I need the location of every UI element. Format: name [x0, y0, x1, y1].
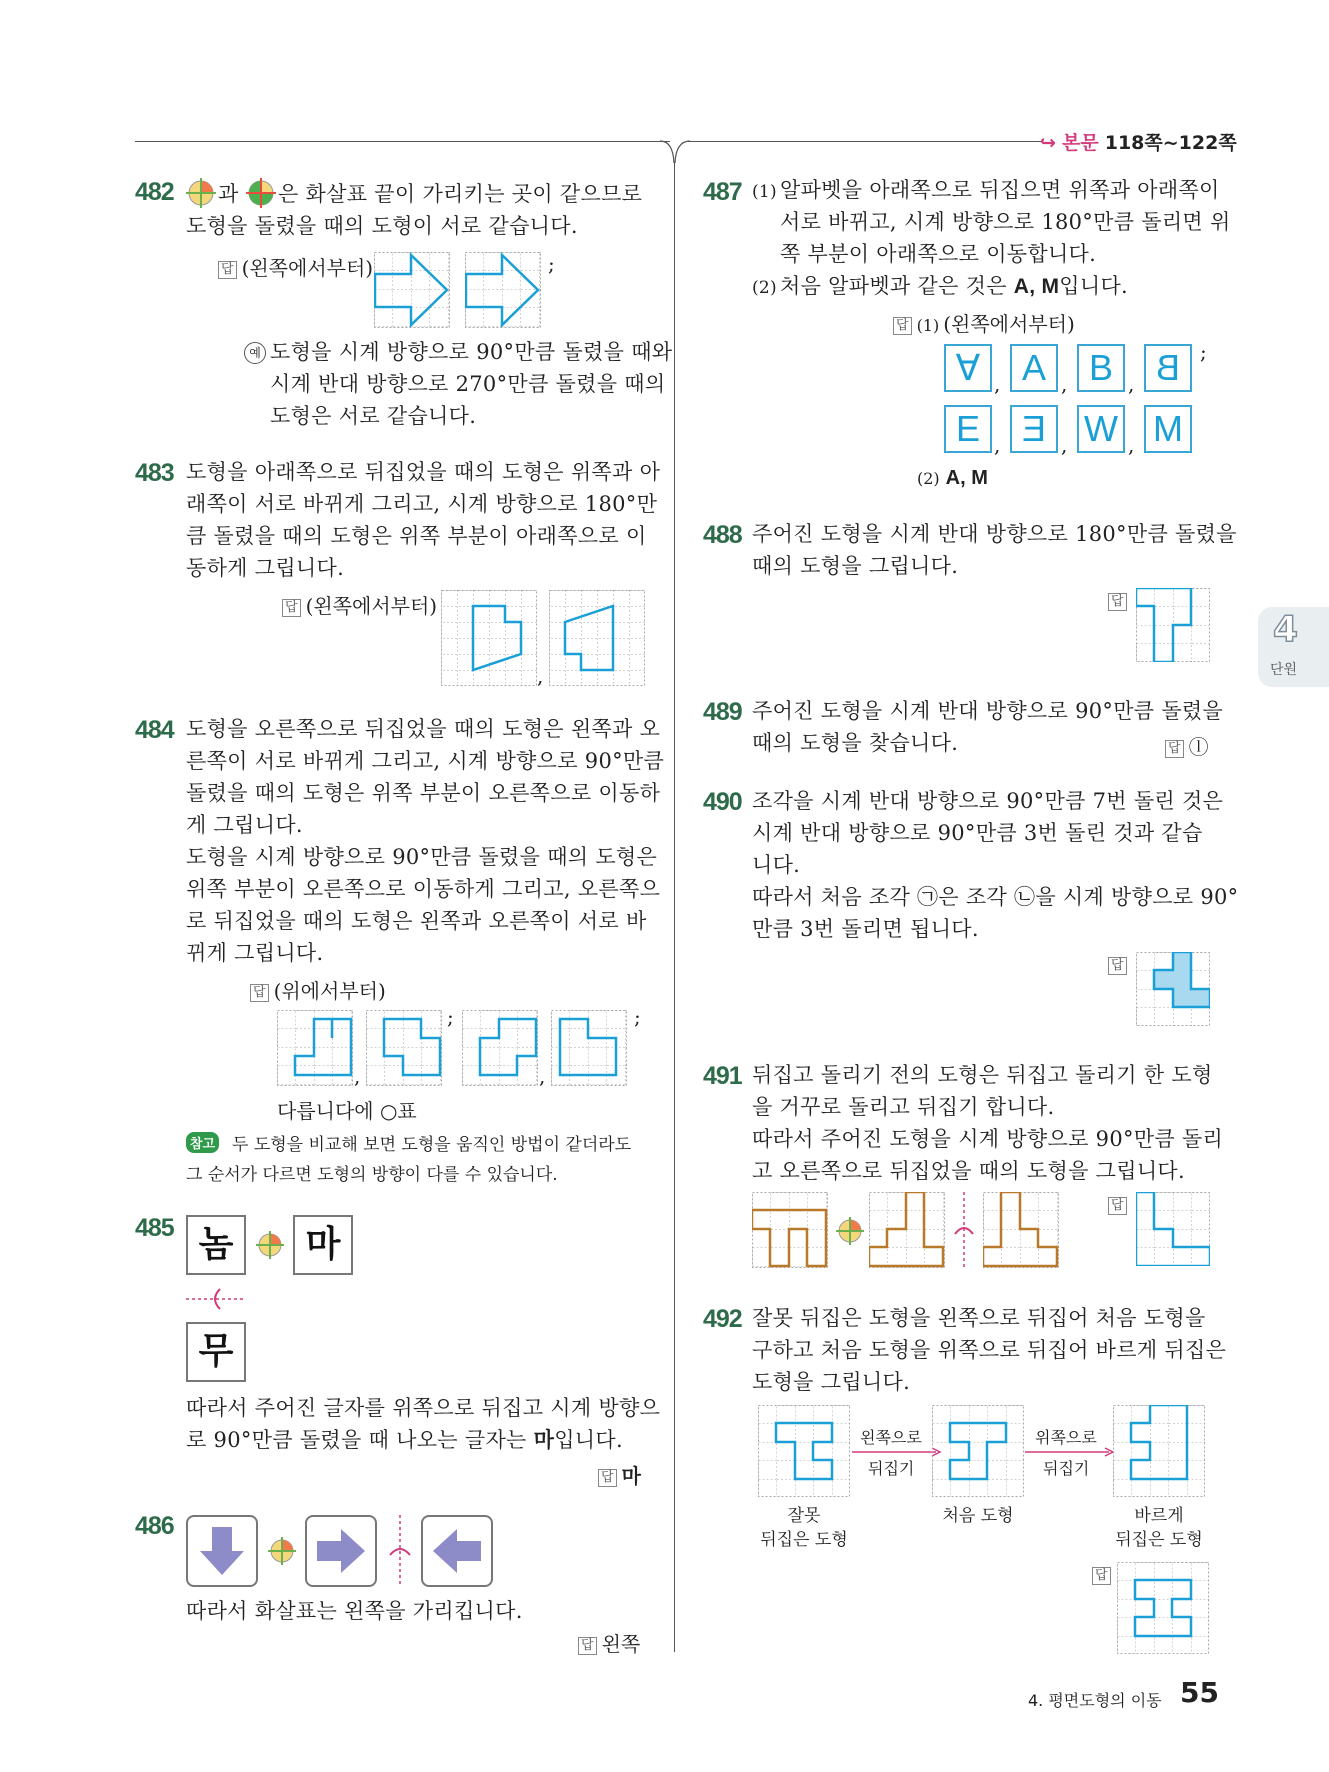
footer-chapter: 4. 평면도형의 이동	[1028, 1691, 1162, 1710]
q484-text-6: 위쪽 부분이 오른쪽으로 이동하게 그리고, 오른쪽으	[186, 877, 661, 901]
answer-part-mark: (1)	[916, 316, 940, 335]
answer-mark: 답	[598, 1469, 617, 1487]
q483-text-1: 도형을 아래쪽으로 뒤집었을 때의 도형은 위쪽과 아	[186, 460, 661, 484]
q491-text-4: 고 오른쪽으로 뒤집었을 때의 도형을 그립니다.	[752, 1159, 1185, 1183]
question-number-489: 489	[703, 698, 742, 726]
q483-text-3: 큼 돌렸을 때의 도형은 위쪽 부분이 아래쪽으로 이	[186, 524, 647, 548]
q490-text-4: 따라서 처음 조각 ㉠은 조각 ㉡을 시계 방향으로 90°	[752, 885, 1239, 909]
answer-mark: 답	[1092, 1567, 1111, 1585]
q491-step-grid-1	[752, 1192, 828, 1268]
q486-answer	[578, 1628, 640, 1657]
q487-semicolon: ;	[1200, 340, 1207, 364]
q484-text-3: 돌렸을 때의 도형은 위쪽 부분이 오른쪽으로 이동하	[186, 781, 661, 805]
question-number-492: 492	[703, 1305, 742, 1333]
q491-step-grid-2	[869, 1192, 945, 1268]
q487-p2c: 입니다.	[1059, 274, 1129, 298]
header-rule-curve	[660, 134, 690, 164]
q487-p1-2: 서로 바뀌고, 시계 방향으로 180°만큼 돌리면 위	[780, 210, 1231, 234]
caption-line: 뒤집은 도형	[760, 1530, 848, 1550]
q484-result: 다릅니다에 ○표	[277, 1099, 417, 1123]
letter-tile-row1-2: A	[1010, 344, 1058, 392]
column-divider	[674, 162, 675, 1652]
q487-answer-label	[893, 308, 1075, 337]
flip-step-label-1-top: 왼쪽으로	[860, 1428, 922, 1447]
answer-part-mark: (2)	[917, 469, 940, 488]
q483-answer-grid-1	[441, 590, 537, 686]
q483-answer-label	[282, 590, 437, 619]
down-arrow-icon	[188, 1517, 256, 1585]
q487-p2	[780, 270, 1128, 304]
q482-answer-grid-1	[374, 252, 450, 328]
header-range: 118쪽~122쪽	[1104, 132, 1237, 154]
question-number-490: 490	[703, 788, 742, 816]
q490-text-1: 조각을 시계 반대 방향으로 90°만큼 7번 돌린 것은	[752, 789, 1224, 813]
q490-answer-grid	[1136, 952, 1210, 1026]
letter-tile-original: 놈	[186, 1215, 246, 1275]
q490-text-3: 니다.	[752, 853, 801, 877]
q482-text-2: 도형을 돌렸을 때의 도형이 서로 같습니다.	[186, 214, 578, 238]
q492-correct-flip-grid	[1113, 1405, 1205, 1497]
q483-text-4: 동하게 그립니다.	[186, 556, 345, 580]
q487-answer-2	[917, 465, 988, 490]
arrow-tile-right	[305, 1515, 377, 1587]
flip-step-label-2-top: 위쪽으로	[1035, 1428, 1097, 1447]
right-arrow-icon	[307, 1517, 375, 1585]
q484-text-1: 도형을 오른쪽으로 뒤집었을 때의 도형은 왼쪽과 오	[186, 717, 661, 741]
answer-mark: 답	[1165, 740, 1184, 758]
q485-text-2c: 입니다.	[554, 1428, 623, 1452]
rotation-quarter-icon	[256, 1231, 284, 1259]
return-arrow-icon: ↪	[1040, 132, 1056, 154]
caption-line: 잘못	[787, 1506, 821, 1526]
letter-tile-row2-3: W	[1077, 405, 1125, 453]
answer-value: 마	[621, 1464, 641, 1488]
q489-text-1: 주어진 도형을 시계 반대 방향으로 90°만큼 돌렸을	[752, 699, 1224, 723]
q484-text-4: 게 그립니다.	[186, 813, 303, 837]
caption-line: 뒤집은 도형	[1115, 1530, 1203, 1550]
q492-answer-grid	[1117, 1562, 1209, 1654]
rotation-quarter-icon	[186, 178, 216, 208]
q488-text-1: 주어진 도형을 시계 반대 방향으로 180°만큼 돌렸을	[752, 522, 1237, 546]
left-arrow-icon	[423, 1517, 491, 1585]
letter-tile-row1-4: B	[1144, 344, 1192, 392]
q482-answer-grid-2	[465, 252, 541, 328]
q489-text-2: 때의 도형을 찾습니다.	[752, 731, 959, 755]
chapter-tab	[1258, 607, 1329, 687]
answer-value: 왼쪽	[601, 1632, 641, 1656]
q487-p2b: A, M	[1013, 275, 1060, 298]
q492-original-grid	[932, 1405, 1024, 1497]
q492-text-2: 구하고 처음 도형을 위쪽으로 뒤집어 바르게 뒤집은	[752, 1338, 1227, 1362]
header-label: 본문	[1061, 132, 1099, 154]
letter-tile-row2-4: M	[1144, 405, 1192, 453]
comma: ,	[1061, 372, 1068, 396]
q484-answer-grid-2	[366, 1010, 442, 1086]
answer-value: ⓛ	[1188, 735, 1209, 759]
q492-caption-2: 처음 도형	[942, 1506, 1014, 1526]
answer-mark: 답	[250, 984, 269, 1002]
answer-mark: 답	[1108, 1197, 1127, 1215]
q485-answer	[598, 1460, 641, 1489]
q484-text-2: 른쪽이 서로 바뀌게 그리고, 시계 방향으로 90°만큼	[186, 749, 665, 773]
comma: ,	[994, 433, 1001, 457]
q485-text-2	[186, 1424, 623, 1457]
q491-text-2: 을 거꾸로 돌리고 뒤집기 합니다.	[752, 1095, 1055, 1119]
q491-text-3: 따라서 주어진 도형을 시계 방향으로 90°만큼 돌리	[752, 1127, 1224, 1151]
comma: ,	[1128, 433, 1135, 457]
q487-p1-mark: (1)	[752, 182, 777, 202]
caption-line: 바르게	[1134, 1506, 1184, 1526]
q483-comma: ,	[537, 664, 544, 688]
q488-answer-mark	[1108, 588, 1132, 612]
q484-text-5: 도형을 시계 방향으로 90°만큼 돌렸을 때의 도형은	[186, 845, 658, 869]
letter-tile-row2-1: E	[944, 405, 992, 453]
chapter-tab-label: 단원	[1270, 662, 1298, 678]
q487-p1-3: 쪽 부분이 아래쪽으로 이동합니다.	[780, 242, 1097, 266]
q484-answer-grid-4	[551, 1010, 627, 1086]
note-line-1: 두 도형을 비교해 보면 도형을 움직인 방법이 같더라도	[232, 1135, 632, 1155]
q483-answer-grid-2	[549, 590, 645, 686]
q482-example-2: 시계 반대 방향으로 270°만큼 돌렸을 때의	[270, 372, 666, 396]
question-number-488: 488	[703, 521, 742, 549]
note-tag: 참고	[186, 1132, 219, 1153]
question-number-483: 483	[135, 459, 174, 487]
q485-text-2b: 마	[533, 1428, 555, 1452]
q487-p2a: 처음 알파벳과 같은 것은	[780, 274, 1014, 298]
rotation-quarter-icon	[836, 1217, 864, 1245]
q488-text-2: 때의 도형을 그립니다.	[752, 554, 959, 578]
question-number-491: 491	[703, 1062, 742, 1090]
note-line-2: 그 순서가 다르면 도형의 방향이 다를 수 있습니다.	[186, 1165, 558, 1185]
q484-text-8: 뀌게 그립니다.	[186, 941, 324, 965]
flip-horizontal-icon	[950, 1192, 978, 1268]
q484-semicolon-1: ;	[447, 1005, 454, 1029]
comma: ,	[1061, 433, 1068, 457]
flip-horizontal-icon	[385, 1515, 415, 1587]
q492-answer-mark	[1092, 1562, 1116, 1586]
question-number-484: 484	[135, 716, 174, 744]
arrow-tile-down	[186, 1515, 258, 1587]
question-number-486: 486	[135, 1512, 174, 1540]
q484-comma-1: ,	[354, 1064, 361, 1088]
answer-label-text: (위에서부터)	[273, 979, 386, 1003]
q484-answer-grid-3	[462, 1010, 538, 1086]
answer-mark: 답	[282, 599, 301, 617]
q483-text-2: 래쪽이 서로 바뀌게 그리고, 시계 방향으로 180°만	[186, 492, 658, 516]
q482-example-3: 도형은 서로 같습니다.	[270, 404, 477, 428]
q484-comma-2: ,	[539, 1064, 546, 1088]
q487-p1-1: 알파벳을 아래쪽으로 뒤집으면 위쪽과 아래쪽이	[780, 178, 1220, 202]
q492-text-1: 잘못 뒤집은 도형을 왼쪽으로 뒤집어 처음 도형을	[752, 1306, 1206, 1330]
q484-text-7: 로 뒤집었을 때의 도형은 왼쪽과 오른쪽이 서로 바	[186, 909, 647, 933]
example-mark: 예	[244, 342, 266, 364]
q491-text-1: 뒤집고 돌리기 전의 도형은 뒤집고 돌리기 한 도형	[752, 1063, 1213, 1087]
letter-tile-row1-3: B	[1077, 344, 1125, 392]
page-number: 55	[1180, 1676, 1219, 1709]
q491-step-grid-3	[983, 1192, 1059, 1268]
comma: ,	[994, 372, 1001, 396]
q482-example-1: 도형을 시계 방향으로 90°만큼 돌렸을 때와	[270, 340, 673, 364]
flip-step-label-1-bottom: 뒤집기	[868, 1459, 915, 1478]
q490-answer-mark	[1108, 952, 1132, 976]
q488-answer-grid	[1136, 588, 1210, 662]
q482-text-1a: 과	[218, 182, 239, 206]
letter-tile-row1-1: ∀	[944, 344, 992, 392]
q484-answer-grid-1	[277, 1010, 353, 1086]
flip-vertical-icon	[186, 1285, 246, 1313]
q482-text-1b: 은 화살표 끝이 가리키는 곳이 같으므로	[278, 182, 643, 206]
answer-label-text: (왼쪽에서부터)	[241, 256, 374, 280]
q484-semicolon-2: ;	[634, 1005, 641, 1029]
rotation-quarter-icon	[268, 1537, 296, 1565]
q491-answer-grid	[1136, 1192, 1210, 1266]
comma: ,	[1128, 372, 1135, 396]
answer-mark: 답	[1108, 593, 1127, 611]
answer-mark: 답	[578, 1637, 597, 1655]
answer-mark: 답	[1108, 957, 1127, 975]
question-number-485: 485	[135, 1214, 174, 1242]
q492-caption-3	[1113, 1504, 1205, 1552]
answer-label-text: (왼쪽에서부터)	[305, 594, 438, 618]
q485-text-2a: 로 90°만큼 돌렸을 때 나오는 글자는	[186, 1428, 534, 1452]
rotation-three-quarter-icon	[246, 178, 276, 208]
answer-mark: 답	[218, 261, 237, 279]
q492-wrong-flip-grid	[758, 1405, 850, 1497]
letter-tile-rotated: 마	[293, 1215, 353, 1275]
q484-answer-label	[250, 975, 386, 1004]
header-rule-right	[688, 141, 1043, 142]
chapter-tab-number: 4	[1273, 609, 1299, 650]
q489-answer	[1165, 731, 1209, 760]
q482-answer-label	[218, 252, 373, 281]
letter-tile-row2-2: Ǝ	[1010, 405, 1058, 453]
flip-step-label-2-bottom: 뒤집기	[1043, 1459, 1090, 1478]
answer-value: A, M	[945, 467, 988, 489]
q490-text-2: 시계 반대 방향으로 90°만큼 3번 돌린 것과 같습	[752, 821, 1203, 845]
answer-mark: 답	[893, 317, 912, 335]
q482-semicolon: ;	[548, 252, 555, 276]
q491-answer-mark	[1108, 1192, 1132, 1216]
q490-text-5: 만큼 3번 돌리면 됩니다.	[752, 917, 979, 941]
answer-label-text: (왼쪽에서부터)	[943, 312, 1075, 336]
question-number-482: 482	[135, 178, 174, 206]
letter-tile-flipped: 무	[186, 1322, 246, 1382]
header-rule-left	[135, 141, 670, 142]
q492-caption-1	[758, 1504, 850, 1552]
q487-p2-mark: (2)	[752, 278, 777, 298]
q486-text-1: 따라서 화살표는 왼쪽을 가리킵니다.	[186, 1599, 523, 1623]
header-reference	[1040, 128, 1237, 155]
question-number-487: 487	[703, 178, 742, 206]
q492-text-3: 도형을 그립니다.	[752, 1370, 911, 1394]
q485-text-1: 따라서 주어진 글자를 위쪽으로 뒤집고 시계 방향으	[186, 1396, 661, 1420]
arrow-tile-left	[421, 1515, 493, 1587]
